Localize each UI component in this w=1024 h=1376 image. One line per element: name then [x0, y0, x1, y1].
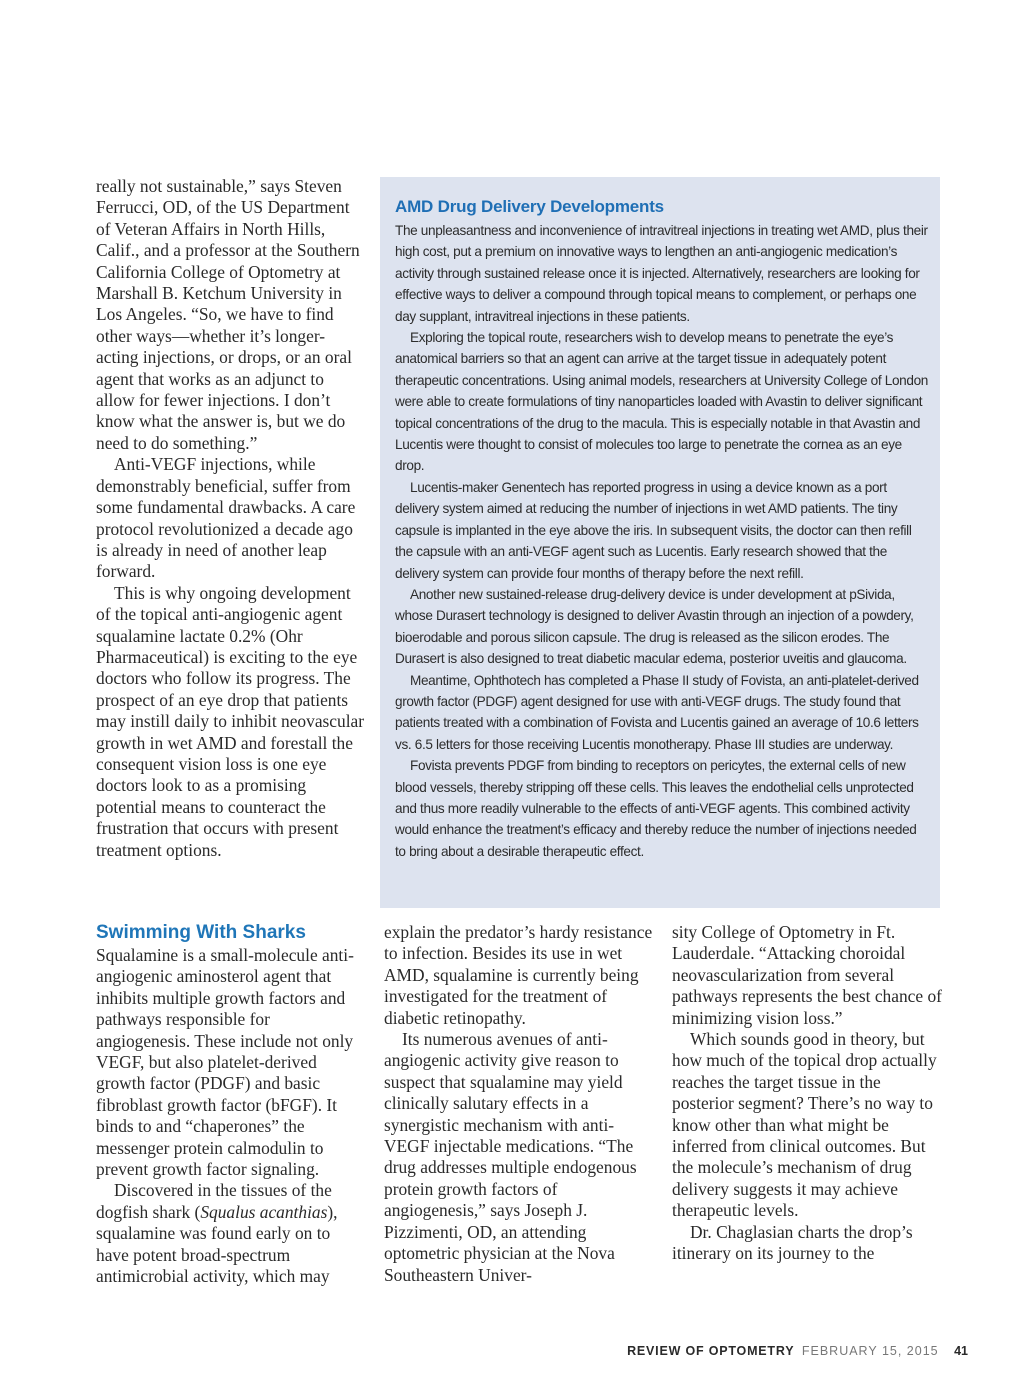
body-paragraph: Anti-VEGF injections, while demonstrably beneficial, suffer from some fundamental drawbacks. A care protocol revolutionized a decade ago is already in need of another leap forward.: [96, 454, 356, 582]
body-paragraph: explain the predator’s hardy resistance to infection. Besides its use in wet AMD, squalamine is currently being investigated for the treatment of diabetic retinopathy.: [384, 922, 653, 1028]
main-column-1-top: [96, 176, 366, 861]
text-run: Discovered in the tissues of the dogfish shark (: [96, 1180, 332, 1222]
main-column-1-bottom: [96, 922, 366, 1288]
sidebar-paragraph: The unpleasantness and inconvenience of intravitreal injections in treating wet AMD, plus their high cost, put a premium on innovative ways to lengthen an anti-angiogenic medication’s activity through sustained release once it is injected. Alternatively, researchers are looking for effective ways to deliver a compound through topical means to complement, or perhaps one day supplant, intravitreal injections in these patients.: [395, 223, 928, 324]
main-column-2: [384, 922, 656, 1286]
main-column-3: [672, 922, 944, 1265]
section-heading: Swimming With Sharks: [96, 922, 306, 943]
page-footer: [627, 1344, 968, 1358]
species-name: Squalus acanthias: [200, 1201, 328, 1222]
sidebar-paragraph: Exploring the topical route, researchers wish to develop means to penetrate the eye’s anatomical barriers so that an agent can arrive at the target tissue in adequately potent therapeutic concentrations. Using animal models, researchers at University College of London were able to create formulations of tiny nanoparticles loaded with Avastin to deliver significant topical concentrations of the drug to the macula. This is especially notable in that Avastin and Lucentis were thought to consist of molecules too large to penetrate the cornea as an eye drop.: [395, 330, 928, 474]
body-paragraph: This is why ongoing development of the topical anti-angiogenic agent squalamine lactate 0.2% (Ohr Pharmaceutical) is exciting to the eye doctors who follow its progress. The prospect of an eye drop that patients may instill daily to inhibit neovascular growth in wet AMD and forestall the consequent vision loss is one eye doctors look to as a promising potential means to counteract the frustration that occurs with present treatment options.: [96, 582, 365, 860]
sidebar-paragraph: Fovista prevents PDGF from binding to receptors on pericytes, the external cells of new blood vessels, thereby stripping off these cells. This leaves the endothelial cells unprotected and thus more readily vulnerable to the effects of anti-VEGF agents. This combined activity would enhance the treatment’s efficacy and thereby reduce the number of injections needed to bring about a desirable therapeutic effect.: [395, 758, 917, 859]
body-paragraph: sity College of Optometry in Ft. Lauderdale. “Attacking choroidal neovascularization from several pathways represents the best chance of minimizing vision loss.”: [672, 922, 942, 1028]
body-paragraph: Which sounds good in theory, but how much of the topical drop actually reaches the target tissue in the posterior segment? There’s no way to know other than what might be inferred from clinical outcomes. But the molecule’s mechanism of drug delivery suggests it may achieve therapeutic levels.: [672, 1029, 937, 1221]
body-paragraph: [96, 1180, 366, 1287]
sidebar-paragraph: Meantime, Ophthotech has completed a Phase II study of Fovista, an anti-platelet-derived growth factor (PDGF) agent designed for use with anti-VEGF drugs. The study found that patients treated with a combination of Fovista and Lucentis gained an average of 10.6 letters vs. 6.5 letters for those receiving Lucentis monotherapy. Phase III studies are underway.: [395, 672, 919, 752]
body-paragraph: really not sustainable,” says Steven Ferrucci, OD, of the US Department of Veteran Affairs in North Hills, Calif., and a professor at the Southern California College of Optometry at Marshall B. Ketchum University in Los Angeles. “So, we have to find other ways—whether it’s longer-acting injections, or drops, or an oral agent that works as an adjunct to allow for fewer injections. I don’t know what the answer is, but we do need to do something.”: [96, 176, 360, 453]
issue-date: FEBRUARY 15, 2015: [801, 1344, 939, 1358]
magazine-name: REVIEW OF OPTOMETRY: [627, 1344, 795, 1358]
body-paragraph: Dr. Chaglasian charts the drop’s itinerary on its journey to the: [672, 1221, 913, 1264]
text-run: ), squalamine was found early on to have potent broad-spectrum antimicrobial activity, which may: [96, 1201, 338, 1287]
body-paragraph: Its numerous avenues of anti-angiogenic activity give reason to suspect that squalamine may yield clinically salutary effects in a synergistic mechanism with anti-VEGF injectable medications. “The drug addresses multiple endogenous protein growth factors of angiogenesis,” says Joseph J. Pizzimenti, OD, an attending optometric physician at the Nova Southeastern Univer-: [384, 1029, 637, 1285]
body-paragraph: Squalamine is a small-molecule anti-angiogenic aminosterol agent that inhibits multiple growth factors and pathways responsible for angiogenesis. These include not only VEGF, but also platelet-derived growth factor (PDGF) and basic fibroblast growth factor (bFGF). It binds to and “chaperones” the messenger protein calmodulin to prevent growth factor signaling.: [96, 945, 354, 1180]
sidebar-paragraph: Lucentis-maker Genentech has reported progress in using a device known as a port delivery system aimed at reducing the number of injections in wet AMD patients. The tiny capsule is implanted in the eye above the iris. In subsequent visits, the doctor can then refill the capsule with an anti-VEGF agent such as Lucentis. Early research showed that the delivery system can provide four months of therapy before the next refill.: [395, 479, 912, 581]
sidebar-paragraph: Another new sustained-release drug-delivery device is under development at pSivida, whose Durasert technology is designed to deliver Avastin through an injection of a powdery, bioerodable and porous silicon capsule. The drug is released as the silicon erodes. The Durasert is also designed to treat diabetic macular edema, posterior uveitis and glaucoma.: [395, 586, 914, 667]
sidebar-box: [380, 177, 940, 908]
sidebar-title: AMD Drug Delivery Developments: [395, 197, 664, 216]
page-number: 41: [954, 1344, 968, 1358]
